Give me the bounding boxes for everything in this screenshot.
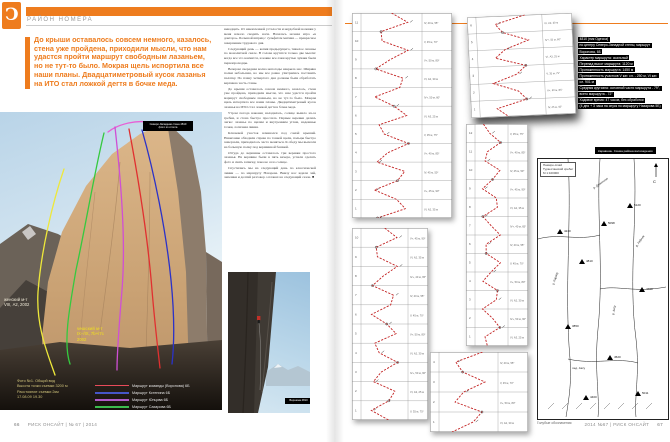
route-info-line: 4810 (пик Одесса) (579, 37, 609, 42)
svg-text:V, 45 м, 70°: V, 45 м, 70° (424, 40, 438, 44)
map-peak (639, 287, 645, 292)
svg-text:5120: 5120 (634, 203, 641, 207)
article-paragraph: Следующий день — копия предыдущего, тяжелое лазанье по монолитной скале. В голове крутятся только две мысли: когда все это кончится, и какие все-таки крутые чуваки были первопроходцы. (224, 46, 316, 65)
route-info-line: (4 дня + 3 часа на спуск по маршруту Назарова 5Б) (579, 104, 661, 109)
svg-text:V, 35 м, 75°: V, 35 м, 75° (424, 134, 438, 137)
svg-text:IV, 45 м, 50°: IV, 45 м, 50° (510, 170, 525, 174)
map-panel (537, 158, 669, 420)
mountain-illustration (0, 112, 222, 410)
svg-text:V+, 50 м, 80°: V+, 50 м, 80° (424, 59, 440, 63)
map-label: р. Джалгычи (592, 176, 609, 190)
map-peak (607, 355, 613, 360)
article-paragraph: Оттуда до вершины оставалось три веревки простого лазанья. На вершине были в пять вечера, успели сделать фото и снять записку, пока не село солнце. (224, 150, 316, 165)
svg-text:6: 6 (355, 312, 357, 317)
article-paragraph: Вечером очередная волна непогоды накрыла нас. Ширина полки небольшая, но мы все равно ухитрились поставить палатку. По плану четвертого дня должны были обработать верхнюю часть стены. (224, 66, 316, 85)
magazine-title-right: 2014 №67 | РИСК ОНСАЙТ (584, 422, 650, 427)
svg-text:V, 45 м, 70°: V, 45 м, 70° (410, 314, 424, 318)
svg-text:5: 5 (470, 40, 473, 45)
main-wall-photo (0, 112, 222, 410)
topo-svg (352, 228, 428, 420)
svg-text:3: 3 (355, 369, 357, 374)
topo-svg (352, 13, 452, 218)
pullquote-line: удастся пройти маршрут свободным лазаньем, (34, 52, 205, 62)
svg-text:IV+, 50 м, 60°: IV+, 50 м, 60° (510, 318, 527, 322)
svg-text:V, 35 м, 75°: V, 35 м, 75° (410, 410, 424, 414)
map-river (538, 235, 600, 239)
svg-text:V+, 45 м, 90°: V+, 45 м, 90° (410, 237, 426, 241)
svg-text:11: 11 (355, 20, 359, 25)
pullquote-line: на ИТО стал ложкой дегтя в бочке меда. (34, 78, 178, 88)
topo-1 (352, 13, 452, 218)
svg-text:6: 6 (355, 113, 357, 118)
topo-svg (466, 124, 528, 346)
route-label-czech: чешский м-т IX−/IX, 7b+/7c 2002 (77, 326, 105, 342)
logo-glyph: C (4, 5, 19, 25)
legend-route-swatch (95, 406, 129, 408)
svg-text:V+, 45 м, 90°: V+, 45 м, 90° (424, 189, 440, 193)
map-corner-line: Туркестанский хребет (543, 166, 574, 171)
map-corner-title (540, 162, 576, 177)
route-info-line: Средняя крутизна: основной части маршрута - 79°, (579, 86, 661, 91)
svg-text:IV+, 40 м, 65°: IV+, 40 м, 65° (410, 275, 427, 279)
compass-north: С (653, 179, 656, 184)
svg-text:VI, А3, 25 м: VI, А3, 25 м (424, 115, 438, 119)
pullquote (34, 36, 218, 88)
svg-text:IV, 40 м, 55°: IV, 40 м, 55° (410, 295, 425, 299)
svg-text:VI, А3, 25 м: VI, А3, 25 м (545, 55, 560, 59)
svg-text:V, 35 м, 75°: V, 35 м, 75° (510, 133, 524, 137)
legend-route-label: Маршрут команды (Воронова) 6Б (132, 383, 190, 388)
svg-text:5: 5 (469, 260, 471, 265)
svg-text:V, 45 м, 70°: V, 45 м, 70° (510, 262, 524, 266)
svg-text:10: 10 (355, 235, 359, 240)
pullquote-line: стена уже пройдена, приходили мысли, что нам (34, 43, 207, 53)
route-info-line: Перепад высот маршрута: 1120 м (579, 61, 633, 66)
legend-info-line: Высота точки съемки 3200 м (17, 384, 68, 389)
svg-text:V+, 40 м, 85°: V+, 40 м, 85° (510, 151, 526, 155)
svg-text:3: 3 (433, 380, 435, 384)
svg-text:VI, А3, 25 м: VI, А3, 25 м (410, 391, 424, 395)
map-label: р. Карасу (551, 271, 559, 286)
svg-text:VI, А2, 35 м: VI, А2, 35 м (510, 207, 524, 211)
svg-text:4240: 4240 (564, 229, 571, 233)
svg-text:VI, А2, 35 м: VI, А2, 35 м (410, 256, 424, 260)
svg-text:5: 5 (355, 331, 357, 336)
route-info-line: всего маршрута - 72° (579, 92, 613, 97)
svg-text:VI, А2, 30 м: VI, А2, 30 м (510, 299, 524, 303)
climber-photo (228, 272, 310, 413)
svg-text:3: 3 (472, 73, 475, 78)
map-drawing (538, 159, 666, 417)
route-label-women: женский м-т VIII, А2, 2002 (4, 297, 30, 308)
svg-text:7: 7 (355, 94, 357, 99)
svg-text:IV, 45 м, 50°: IV, 45 м, 50° (547, 105, 563, 110)
map-caption: Голубые обозначения (537, 421, 572, 425)
pullquote-line: но не тут-то было. Мокрая щель испортила все (34, 61, 204, 71)
climber-figure (257, 316, 260, 320)
legend-route-row (95, 404, 190, 410)
svg-text:6: 6 (470, 23, 472, 28)
pullquote-line: наши планы. Двадцатиметровый кусок лазанья (34, 69, 206, 79)
legend-route-label: Маршрут Кстенина 6Б (132, 390, 171, 395)
route-info-line: Протяженность маршрута: 1450 м (579, 67, 634, 72)
legend-route-swatch (95, 399, 129, 401)
magazine-title-left: РИСК ОНСАЙТ | № 67 | 2014 (27, 422, 98, 427)
article-paragraph: Утром погода наконец наладилась, солнце вышло из-за гребня, и стена быстро просохла. Первые веревки дались легко: лазанье по щелям и внутренним углам, надежные точки, логичная линия. (224, 111, 316, 129)
svg-text:10: 10 (469, 168, 473, 173)
svg-text:V+, 50 м, 80°: V+, 50 м, 80° (410, 333, 426, 337)
svg-text:2: 2 (355, 389, 357, 394)
svg-text:8: 8 (355, 76, 357, 81)
map-peak (627, 203, 633, 208)
header-rule (26, 25, 332, 26)
svg-text:IV, 40 м, 55°: IV, 40 м, 55° (500, 362, 515, 365)
svg-text:9: 9 (355, 57, 357, 62)
svg-text:4700: 4700 (646, 287, 653, 291)
svg-text:4: 4 (433, 360, 435, 364)
topo-3 (466, 124, 528, 346)
map-label: р. Аксу (611, 304, 617, 316)
map-peak (565, 324, 571, 329)
svg-text:IV, 40 м, 55°: IV, 40 м, 55° (424, 22, 439, 26)
map-river (597, 159, 601, 417)
topo-5 (430, 352, 528, 432)
map-corner-line: М 1:100000 (543, 170, 559, 175)
topo-2 (467, 13, 576, 118)
route-info-line: Воронова, 6Б (579, 49, 601, 54)
svg-text:6: 6 (469, 242, 471, 247)
svg-text:V, 45 м, 70°: V, 45 м, 70° (500, 382, 514, 385)
route-info-block (578, 37, 670, 110)
map-river (568, 359, 638, 363)
svg-text:V+, 50 м, 80°: V+, 50 м, 80° (500, 402, 516, 405)
photo-legend-info (17, 379, 68, 401)
legend-route-swatch (95, 392, 129, 394)
article-paragraph: Спустились мы на следующий день по классической линии — по маршруту Назарова. Внизу нас ждали чай, лепешки и долгий разговор о планах на следующий сезон. ■ (224, 166, 316, 180)
climber-caption: Вершина 4810 (285, 398, 310, 404)
svg-text:7: 7 (469, 223, 471, 228)
svg-text:4810: 4810 (586, 259, 593, 263)
svg-text:4520: 4520 (614, 355, 621, 359)
svg-text:4400: 4400 (590, 395, 597, 399)
legend-route-row (95, 396, 190, 403)
footer-left (14, 422, 97, 427)
svg-text:8: 8 (469, 205, 471, 210)
svg-text:1: 1 (469, 334, 471, 339)
svg-text:11: 11 (469, 149, 473, 154)
svg-text:IV+, 50 м, 60°: IV+, 50 м, 60° (544, 38, 562, 42)
svg-text:2: 2 (355, 187, 357, 192)
map-peak (579, 259, 585, 264)
topo-4 (352, 228, 428, 420)
svg-text:VI, А2, 30 м: VI, А2, 30 м (544, 21, 559, 26)
svg-text:9: 9 (469, 186, 471, 191)
legend-route-row (95, 382, 190, 389)
map-label: р. Ляйляк (634, 234, 646, 248)
footer-right (577, 422, 663, 427)
svg-text:IV+, 50 м, 60°: IV+, 50 м, 60° (410, 371, 427, 375)
map-river (633, 159, 638, 417)
svg-text:IV+, 50 м, 60°: IV+, 50 м, 60° (424, 96, 441, 100)
svg-text:VI, А2, 30 м: VI, А2, 30 м (410, 352, 424, 356)
route-info-line: Ходовое время: 47 часов, без обработки (579, 98, 644, 103)
route-info-line: Протяженность участков V кат. сл. - 250 м, VI кат. (579, 73, 658, 78)
topo-svg (430, 352, 528, 432)
svg-text:4: 4 (469, 279, 471, 284)
svg-text:VI, А2, 35 м: VI, А2, 35 м (424, 208, 438, 212)
map-corner-line: Памиро-Алай (543, 163, 562, 167)
legend-info-line: 17.08.09 19.30 (17, 395, 43, 400)
svg-text:2: 2 (433, 400, 435, 404)
svg-text:3: 3 (355, 169, 357, 174)
map-peak (635, 391, 641, 396)
svg-text:10: 10 (355, 38, 359, 43)
svg-text:3850: 3850 (572, 324, 579, 328)
svg-text:1: 1 (433, 420, 435, 424)
svg-text:5011: 5011 (642, 391, 649, 395)
topo-svg (467, 13, 576, 118)
svg-text:VI, А2, 30 м: VI, А2, 30 м (424, 78, 438, 82)
svg-text:5098: 5098 (608, 221, 615, 225)
map-peak (601, 221, 607, 226)
svg-text:2: 2 (469, 316, 471, 321)
svg-text:9: 9 (355, 254, 357, 259)
risk-logo (2, 2, 21, 29)
svg-text:V+, 45 м, 90°: V+, 45 м, 90° (510, 188, 526, 192)
svg-text:12: 12 (469, 131, 473, 136)
svg-text:IV+, 40 м, 65°: IV+, 40 м, 65° (510, 225, 527, 229)
photo-top-caption: Северо-Западная стена 4810 фото из отчета (143, 121, 193, 131)
map-label: лед. Аксу (572, 366, 586, 370)
svg-text:4: 4 (471, 57, 474, 62)
svg-text:4: 4 (355, 350, 357, 355)
pullquote-line: До крыши оставалось совсем немного, казалось, (34, 35, 212, 44)
article-paragraph: Ключевой участок начинался под самой крышей. Нависание обходили справа по тонкой щели, пальцы быстро замерзали, приходилось часто меняться. К обеду мы вылезли на большую полку под вершинной башней. (224, 130, 316, 149)
map-peak (557, 229, 563, 234)
route-info-line: сл. 901 м (579, 79, 594, 84)
svg-text:V+, 40 м, 85°: V+, 40 м, 85° (424, 152, 440, 156)
header-orange-bar (26, 7, 332, 16)
page-number-left: 66 (14, 422, 20, 427)
svg-text:7: 7 (355, 293, 357, 298)
svg-text:4: 4 (355, 150, 357, 155)
photo-legend-routes (95, 382, 190, 410)
page-number-right: 67 (657, 422, 663, 427)
map-peak (583, 395, 589, 400)
svg-text:8: 8 (355, 273, 357, 278)
legend-route-row (95, 389, 190, 396)
svg-text:V, 35 м, 75°: V, 35 м, 75° (546, 71, 561, 76)
svg-text:IV, 45 м, 50°: IV, 45 м, 50° (424, 171, 439, 175)
svg-text:3: 3 (469, 297, 471, 302)
route-info-line: по центру Северо-Западной стены, маршрут (579, 43, 651, 48)
map-title-box: Каравшин. Схема района восхождения (595, 147, 656, 154)
svg-text:2: 2 (473, 90, 475, 95)
legend-info-line: Расстояние съемки 2км (17, 389, 59, 394)
legend-route-swatch (95, 385, 129, 387)
svg-text:1: 1 (473, 107, 476, 112)
legend-route-label: Маршрут Юнцова 6Б (132, 397, 169, 402)
article-paragraph: ненадцать. От накопленной усталости и неудобной ночевки у меня начало сводить ноги. Началась ночная игра «в доктора». Большой шприц с сульфатом магния — прекрасное завершение трудового дня. (224, 27, 317, 45)
svg-text:1: 1 (355, 206, 357, 211)
svg-text:5: 5 (355, 132, 357, 137)
svg-text:IV, 40 м, 55°: IV, 40 м, 55° (510, 244, 525, 248)
article-column (224, 27, 316, 181)
pullquote-accent-bar (25, 37, 30, 89)
route-info-line: Характер маршрута: скальный (579, 55, 628, 60)
section-label: РАЙОН НОМЕРА (27, 17, 94, 23)
map-river (566, 159, 571, 417)
svg-text:1: 1 (355, 408, 357, 413)
svg-text:VI, А2, 30 м: VI, А2, 30 м (500, 422, 514, 425)
svg-text:V+, 50 м, 80°: V+, 50 м, 80° (510, 281, 526, 285)
legend-info-line: Фото №1. Общий вид (17, 379, 55, 383)
legend-route-label: Маршрут Сахарова 6Б (132, 405, 171, 410)
climber-illustration (228, 272, 310, 413)
svg-text:V+, 40 м, 85°: V+, 40 м, 85° (547, 88, 563, 93)
article-paragraph: До крыши оставалось совсем немного, казалось, стена уже пройдена, приходили мысли, что нам удастся пройти маршрут свободным лазаньем, но не тут-то было. Мокрая щель испортила все наши планы. Двадцатиметровый кусок лазанья на ИТО стал ложкой дегтя в бочке меда. (224, 86, 316, 109)
svg-text:VI, А3, 25 м: VI, А3, 25 м (510, 336, 524, 340)
